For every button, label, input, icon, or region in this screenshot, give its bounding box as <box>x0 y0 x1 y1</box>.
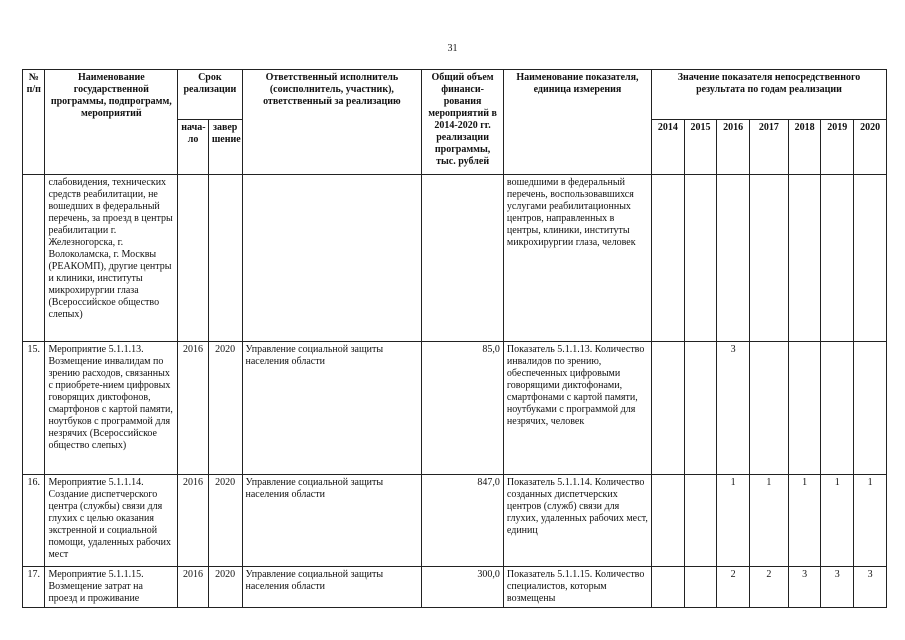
row-end <box>208 175 242 342</box>
row-name: Мероприятие 5.1.1.15. Возмещение затрат на проезд и проживание <box>45 567 178 608</box>
row-value <box>854 342 887 475</box>
header-year: 2014 <box>651 120 684 175</box>
header-executor: Ответственный исполнитель (соисполнитель, участник), ответственный за реализацию <box>242 70 422 175</box>
table-row <box>23 175 887 342</box>
header-num: № п/п <box>23 70 45 175</box>
row-value: 1 <box>821 475 854 567</box>
row-value <box>821 175 854 342</box>
row-name: Мероприятие 5.1.1.13. Возмещение инвалидам по зрению расходов, связанных с приобрете-нием цифровых говорящих диктофонов, смартфонов с картой памяти, ноутбуков с программой для незрячих (Всероссийское общество слепых) <box>45 342 178 475</box>
header-year: 2016 <box>717 120 750 175</box>
row-indicator: вошедшими в федеральный перечень, воспользовавшихся услугами реабилитационных центров, направленных в центры, клиники, институты микрохирургии глаза, человек <box>503 175 651 342</box>
row-value: 1 <box>717 475 750 567</box>
table-row <box>23 567 887 608</box>
header-name: Наименование государственной программы, подпрограмм, мероприятий <box>45 70 178 175</box>
header-volume: Общий объем финанси-рования мероприятий в 2014-2020 гг. реализации программы, тыс. рублей <box>422 70 504 175</box>
header-year: 2017 <box>750 120 789 175</box>
row-executor <box>242 175 422 342</box>
row-value <box>651 342 684 475</box>
row-end: 2020 <box>208 567 242 608</box>
program-table <box>22 69 887 608</box>
header-period-end: завер шение <box>208 120 242 175</box>
row-volume: 847,0 <box>422 475 504 567</box>
header-period: Срок реализации <box>178 70 242 120</box>
row-value <box>651 475 684 567</box>
row-executor: Управление социальной защиты населения области <box>242 475 422 567</box>
row-value: 3 <box>821 567 854 608</box>
row-volume <box>422 175 504 342</box>
row-indicator: Показатель 5.1.1.13. Количество инвалидов по зрению, обеспеченных цифровыми говорящими диктофонами, смартфонами с картой памяти, ноутбуками с программой для незрячих, человек <box>503 342 651 475</box>
row-end: 2020 <box>208 475 242 567</box>
row-value: 1 <box>788 475 821 567</box>
row-value: 2 <box>750 567 789 608</box>
row-value: 2 <box>717 567 750 608</box>
row-value: 1 <box>854 475 887 567</box>
header-year: 2019 <box>821 120 854 175</box>
row-value <box>684 175 717 342</box>
row-num: 16. <box>23 475 45 567</box>
row-value <box>788 342 821 475</box>
row-value: 3 <box>717 342 750 475</box>
row-value <box>684 567 717 608</box>
header-year: 2020 <box>854 120 887 175</box>
row-start <box>178 175 209 342</box>
row-value <box>651 175 684 342</box>
row-name: слабовидения, технических средств реабилитации, не вошедших в федеральный перечень, за проезд в центры реабилитации г. Железногорска, г. Волоколамска, г. Москвы (РЕАКОМП), другие центры и клиники, институты микрохирургии глаза (Всероссийское общество слепых) <box>45 175 178 342</box>
header-values: Значение показателя непосредственного результата по годам реализации <box>651 70 886 120</box>
row-executor: Управление социальной защиты населения области <box>242 342 422 475</box>
row-volume: 85,0 <box>422 342 504 475</box>
row-value <box>684 342 717 475</box>
row-value <box>717 175 750 342</box>
row-num: 15. <box>23 342 45 475</box>
row-num: 17. <box>23 567 45 608</box>
row-volume: 300,0 <box>422 567 504 608</box>
row-value <box>821 342 854 475</box>
header-year: 2015 <box>684 120 717 175</box>
row-num <box>23 175 45 342</box>
row-executor: Управление социальной защиты населения области <box>242 567 422 608</box>
row-value: 3 <box>854 567 887 608</box>
row-value <box>788 175 821 342</box>
table-row <box>23 475 887 567</box>
row-start: 2016 <box>178 475 209 567</box>
header-year: 2018 <box>788 120 821 175</box>
row-value <box>854 175 887 342</box>
row-end: 2020 <box>208 342 242 475</box>
row-value: 1 <box>750 475 789 567</box>
row-name: Мероприятие 5.1.1.14. Создание диспетчерского центра (службы) связи для глухих с целью оказания экстренной и социальной помощи, удаленных рабочих мест <box>45 475 178 567</box>
row-start: 2016 <box>178 342 209 475</box>
row-indicator: Показатель 5.1.1.14. Количество созданных диспетчерских центров (служб) связи для глухих, удаленных рабочих мест, единиц <box>503 475 651 567</box>
table-row <box>23 342 887 475</box>
header-indicator: Наименование показателя, единица измерения <box>503 70 651 175</box>
row-value <box>750 342 789 475</box>
row-indicator: Показатель 5.1.1.15. Количество специалистов, которым возмещены <box>503 567 651 608</box>
row-value <box>750 175 789 342</box>
header-period-start: нача-ло <box>178 120 209 175</box>
row-value: 3 <box>788 567 821 608</box>
row-value <box>651 567 684 608</box>
page-number: 31 <box>447 43 458 54</box>
row-start: 2016 <box>178 567 209 608</box>
row-value <box>684 475 717 567</box>
